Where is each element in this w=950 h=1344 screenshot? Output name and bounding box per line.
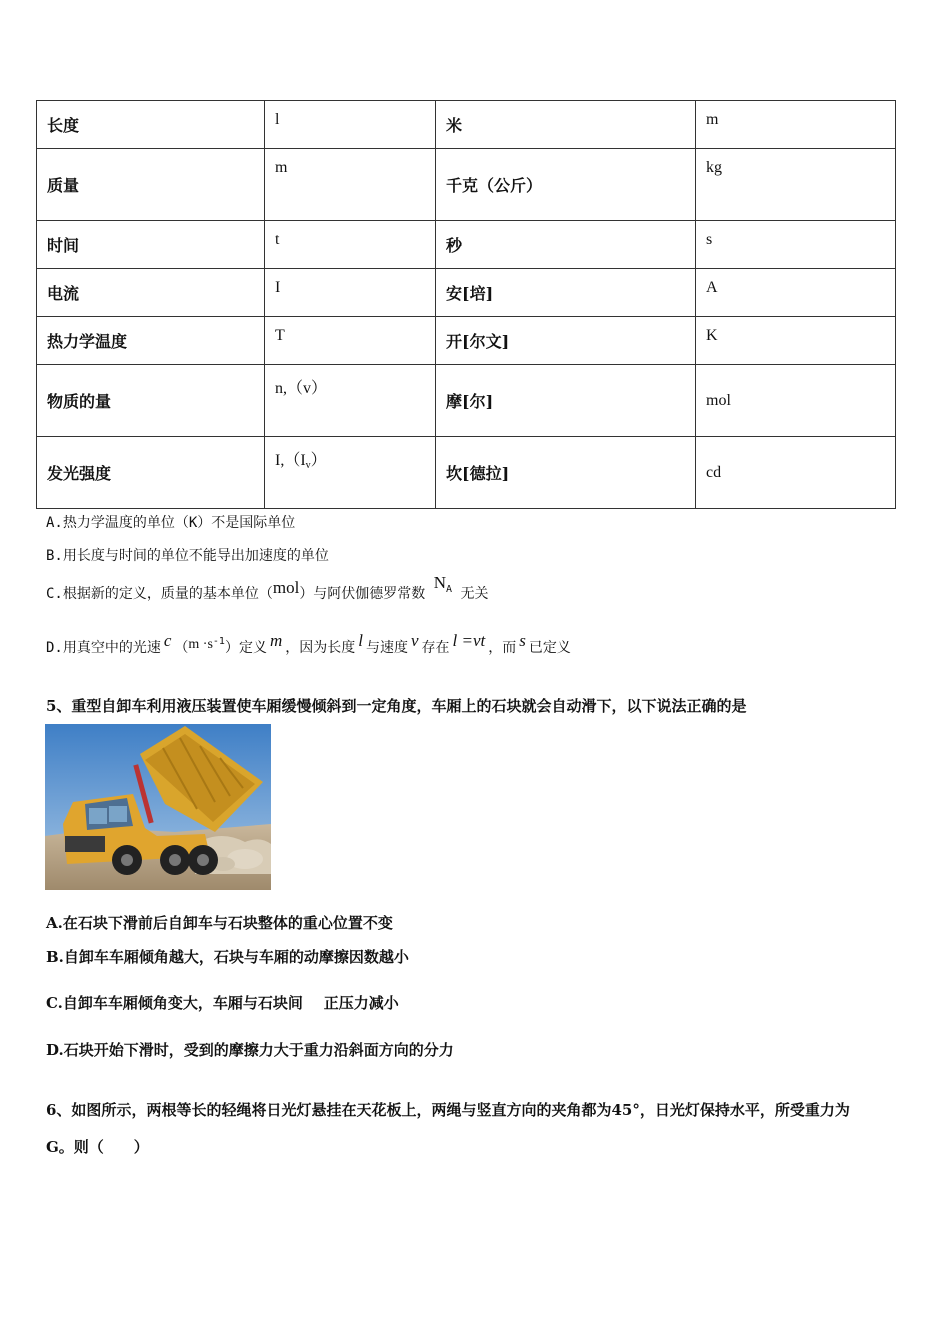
unit-name-cell: 秒: [436, 221, 696, 269]
dump-truck-photo: [45, 724, 271, 890]
unit-name-cell: 摩[尔]: [436, 365, 696, 437]
table-row: [37, 365, 896, 437]
q5-option-b: B.自卸车车厢倾角越大，石块与车厢的动摩擦因数越小: [46, 948, 409, 966]
unit-name-cell: 米: [436, 101, 696, 149]
symbol-cell: l: [265, 101, 436, 149]
q4-option-d: D.用真空中的光速 c $(m \cdot s^{-1})$定义 m ，因为长度 l 与速度 v 存在 l =vt ，而 s 已定义: [46, 631, 571, 656]
q6-stem-line1: 6、如图所示，两根等长的轻绳将日光灯悬挂在天花板上，两绳与竖直方向的夹角都为45°，日光灯保持水平，所受重力为: [46, 1101, 850, 1119]
unit-name-cell: 安[培]: [436, 269, 696, 317]
quantity-cell: 时间: [37, 221, 265, 269]
symbol-cell: I: [265, 269, 436, 317]
symbol-cell: I,（Iv）: [265, 437, 436, 509]
unit-symbol-cell: A: [696, 269, 896, 317]
quantity-cell: 热力学温度: [37, 317, 265, 365]
table-row: [37, 317, 896, 365]
unit-symbol-cell: mol: [696, 365, 896, 437]
quantity-cell: 长度: [37, 101, 265, 149]
table-row: [37, 437, 896, 509]
unit-symbol-cell: K: [696, 317, 896, 365]
q4-option-b: B.用长度与时间的单位不能导出加速度的单位: [46, 548, 329, 564]
table-row: [37, 149, 896, 221]
table-row: [37, 221, 896, 269]
q4-option-c: C.根据新的定义，质量的基本单位（mol）与阿伏伽德罗常数 $N^A$ 无关: [46, 573, 489, 602]
quantity-cell: 质量: [37, 149, 265, 221]
table-row: [37, 101, 896, 149]
q6-stem-line2: G。则（ ）: [46, 1138, 149, 1156]
si-units-table: [36, 100, 896, 509]
symbol-cell: n,（v）: [265, 365, 436, 437]
unit-name-cell: 坎[德拉]: [436, 437, 696, 509]
unit-name-cell: 开[尔文]: [436, 317, 696, 365]
q4-option-a: A.热力学温度的单位（K）不是国际单位: [46, 515, 296, 531]
symbol-cell: m: [265, 149, 436, 221]
unit-symbol-cell: s: [696, 221, 896, 269]
unit-name-cell: 千克（公斤）: [436, 149, 696, 221]
unit-symbol-cell: m: [696, 101, 896, 149]
q5-stem: 5、重型自卸车利用液压装置使车厢缓慢倾斜到一定角度，车厢上的石块就会自动滑下，以下说法正确的是: [46, 697, 747, 715]
table-row: [37, 269, 896, 317]
q5-option-c: C.自卸车车厢倾角变大，车厢与石块间 正压力减小: [46, 994, 399, 1012]
quantity-cell: 发光强度: [37, 437, 265, 509]
unit-symbol-cell: cd: [696, 437, 896, 509]
q5-option-a: A.在石块下滑前后自卸车与石块整体的重心位置不变: [46, 914, 393, 932]
q5-option-d: D.石块开始下滑时，受到的摩擦力大于重力沿斜面方向的分力: [46, 1041, 454, 1059]
symbol-cell: T: [265, 317, 436, 365]
unit-symbol-cell: kg: [696, 149, 896, 221]
symbol-cell: t: [265, 221, 436, 269]
quantity-cell: 电流: [37, 269, 265, 317]
quantity-cell: 物质的量: [37, 365, 265, 437]
